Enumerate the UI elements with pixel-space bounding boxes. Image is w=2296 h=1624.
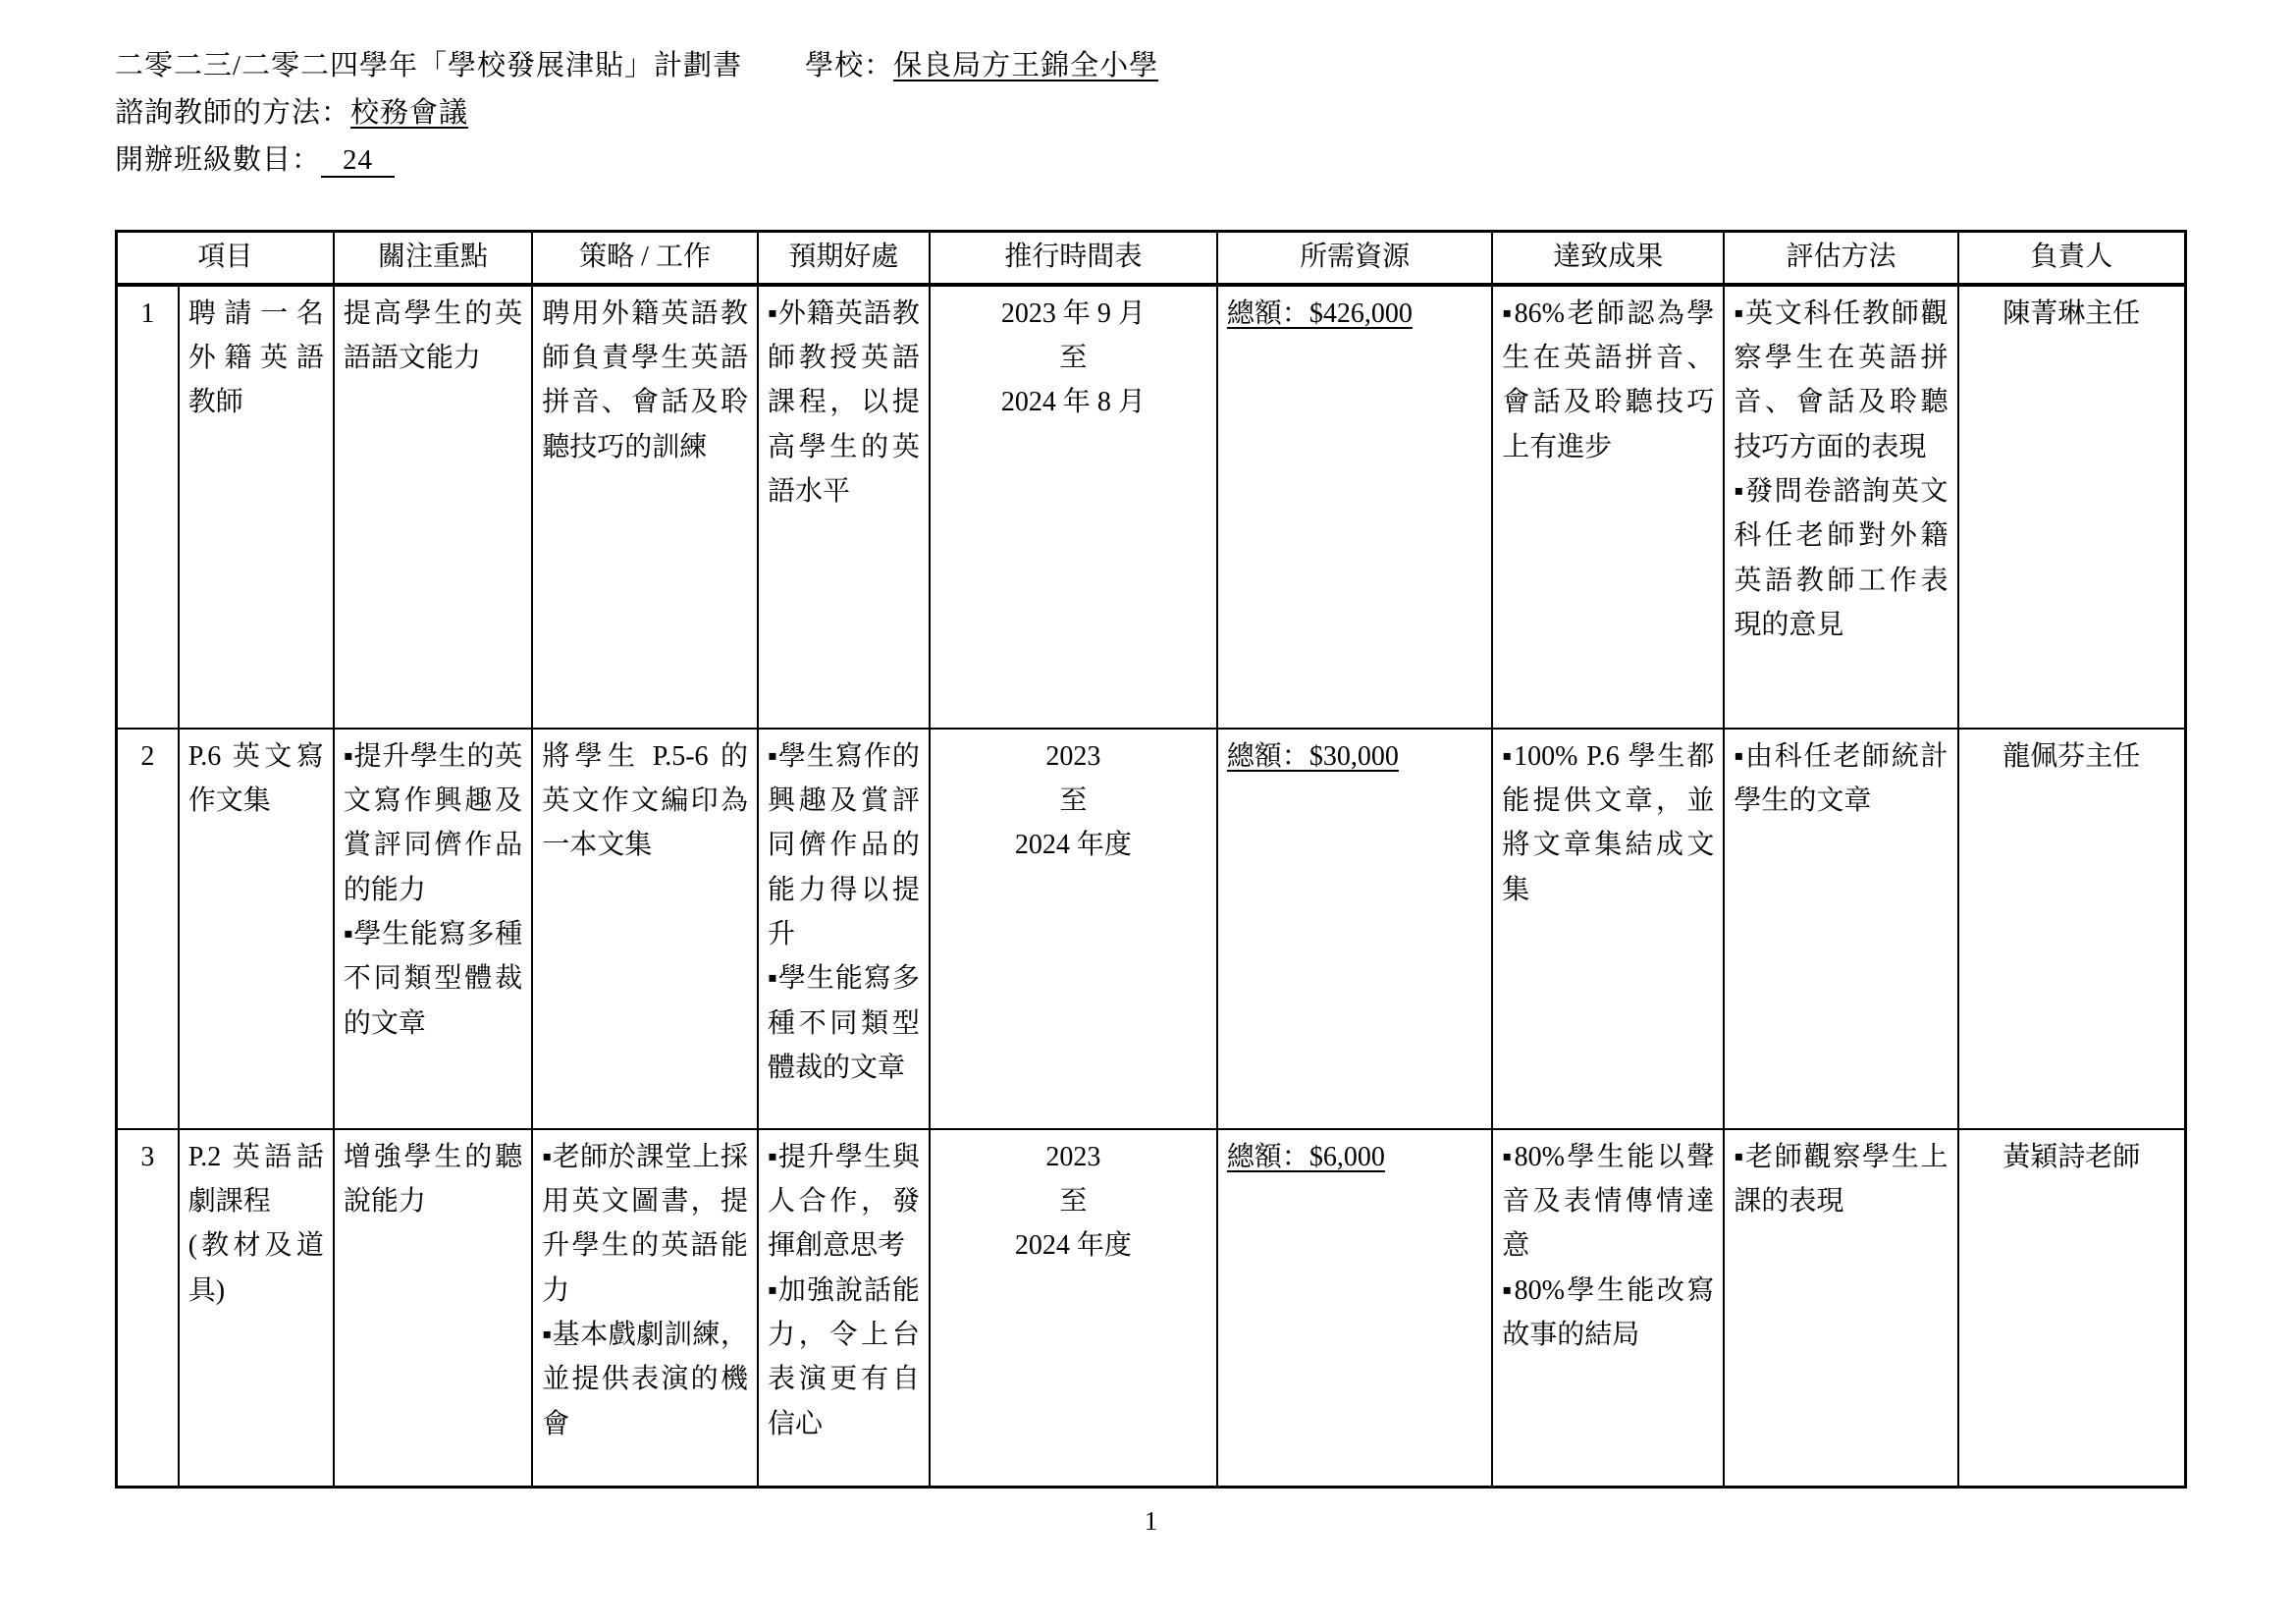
consult-method-line [115,92,2187,134]
column-header-outcomes: 達致成果 [1492,232,1724,285]
timeline-start: 2023 [1045,740,1101,772]
item-name-cell [179,1129,334,1488]
strategy-paragraph: ▪基本戲劇訓練，並提供表演的機會 [542,1319,748,1439]
focus-paragraph: 提高學生的英語語文能力 [343,298,523,373]
item-number: 2 [117,729,179,1129]
item-paragraph: 聘請一名外籍英語教師 [187,298,324,418]
outcomes-cell [1492,729,1724,1129]
evaluation-paragraph: ▪老師觀察學生上課的表現 [1734,1141,1949,1217]
timeline-to: 至 [1059,785,1088,816]
page-number: 1 [1144,1506,1158,1537]
item-number: 3 [117,1129,179,1488]
consult-method-label: 諮詢教師的方法： [115,97,351,130]
class-count-value: 24 [321,144,395,178]
column-header-evaluation: 評估方法 [1724,232,1957,285]
focus-cell [334,729,532,1129]
resources-cell [1217,1129,1492,1488]
benefits-paragraph: ▪提升學生與人合作，發揮創意思考 [767,1141,920,1262]
class-count-line [115,139,2187,181]
evaluation-paragraph: ▪發問卷諮詢英文科任老師對外籍英語教師工作表現的意見 [1734,475,1949,641]
strategy-paragraph: ▪老師於課堂上採用英文圖書，提升學生的英語能力 [542,1141,748,1306]
resources-total: 總額：$6,000 [1226,1141,1385,1172]
timeline-to: 至 [1059,342,1088,373]
timeline-end: 2024 年度 [1014,830,1132,861]
outcomes-paragraph: ▪100% P.6 學生都能提供文章，並將文章集結成文集 [1502,740,1715,905]
outcomes-paragraph: ▪80%學生能以聲音及表情傳情達意 [1502,1141,1715,1262]
timeline-start: 2023 年 9 月 [1000,298,1146,329]
evaluation-paragraph: ▪由科任老師統計學生的文章 [1734,740,1949,816]
person-cell: 黃穎詩老師 [1958,1129,2186,1488]
column-header-item: 項目 [117,232,334,285]
strategy-paragraph: 將學生 P.5-6 的英文作文編印為一本文集 [542,740,748,861]
table-header-row [117,232,2186,285]
evaluation-paragraph: ▪英文科任教師觀察學生在英語拼音、會話及聆聽技巧方面的表現 [1734,298,1949,462]
timeline-cell [930,285,1217,729]
class-count-label: 開辦班級數目： [115,144,322,177]
timeline-start: 2023 [1045,1141,1101,1172]
benefits-paragraph: ▪外籍英語教師教授英語課程，以提高學生的英語水平 [767,298,920,507]
evaluation-cell [1724,729,1957,1129]
consult-method-value: 校務會議 [350,97,469,130]
table-row [117,729,2186,1129]
column-header-resources: 所需資源 [1217,232,1492,285]
timeline-cell [930,1129,1217,1488]
strategy-paragraph: 聘用外籍英語教師負責學生英語拼音、會話及聆聽技巧的訓練 [542,298,748,462]
benefits-paragraph: ▪加強說話能力，令上台表演更有自信心 [767,1274,920,1439]
planning-table [115,230,2187,1489]
outcomes-cell [1492,1129,1724,1488]
person-cell: 陳菁琳主任 [1958,285,2186,729]
timeline-to: 至 [1059,1185,1088,1217]
item-name-cell [179,285,334,729]
outcomes-cell [1492,285,1724,729]
strategy-cell [532,1129,758,1488]
item-number: 1 [117,285,179,729]
document-header [115,45,2187,181]
outcomes-paragraph: ▪80%學生能改寫故事的結局 [1502,1274,1715,1350]
benefits-cell [758,1129,930,1488]
focus-paragraph: 增強學生的聽說能力 [343,1141,523,1217]
column-header-person: 負責人 [1958,232,2186,285]
school-label: 學校： [805,50,894,81]
benefits-paragraph: ▪學生能寫多種不同類型體裁的文章 [767,963,920,1084]
strategy-cell [532,285,758,729]
item-paragraph: P.6 英文寫作文集 [187,740,324,816]
title-line [115,45,2187,86]
benefits-cell [758,729,930,1129]
table-row [117,1129,2186,1488]
resources-cell [1217,285,1492,729]
timeline-end: 2024 年度 [1014,1230,1132,1262]
timeline-end: 2024 年 8 月 [1000,387,1146,418]
column-header-focus: 關注重點 [334,232,532,285]
timeline-cell [930,729,1217,1129]
focus-cell [334,1129,532,1488]
evaluation-cell [1724,285,1957,729]
item-paragraph: (教材及道具) [187,1230,324,1306]
column-header-benefits: 預期好處 [758,232,930,285]
resources-cell [1217,729,1492,1129]
benefits-cell [758,285,930,729]
column-header-strategy: 策略 / 工作 [532,232,758,285]
resources-total: 總額：$30,000 [1226,740,1399,772]
doc-title: 二零二三/二零二四學年「學校發展津貼」計劃書 [115,50,743,81]
item-paragraph: P.2 英語話劇課程 [187,1141,324,1217]
table-row [117,285,2186,729]
focus-paragraph: ▪學生能寫多種不同類型體裁的文章 [343,918,523,1039]
school-name: 保良局方王錦全小學 [893,50,1159,81]
focus-cell [334,285,532,729]
strategy-cell [532,729,758,1129]
item-name-cell [179,729,334,1129]
focus-paragraph: ▪提升學生的英文寫作興趣及賞評同儕作品的能力 [343,740,523,905]
outcomes-paragraph: ▪86%老師認為學生在英語拼音、會話及聆聽技巧上有進步 [1502,298,1715,462]
evaluation-cell [1724,1129,1957,1488]
benefits-paragraph: ▪學生寫作的興趣及賞評同儕作品的能力得以提升 [767,740,920,949]
resources-total: 總額：$426,000 [1226,298,1413,329]
column-header-timeline: 推行時間表 [930,232,1217,285]
person-cell: 龍佩芬主任 [1958,729,2186,1129]
